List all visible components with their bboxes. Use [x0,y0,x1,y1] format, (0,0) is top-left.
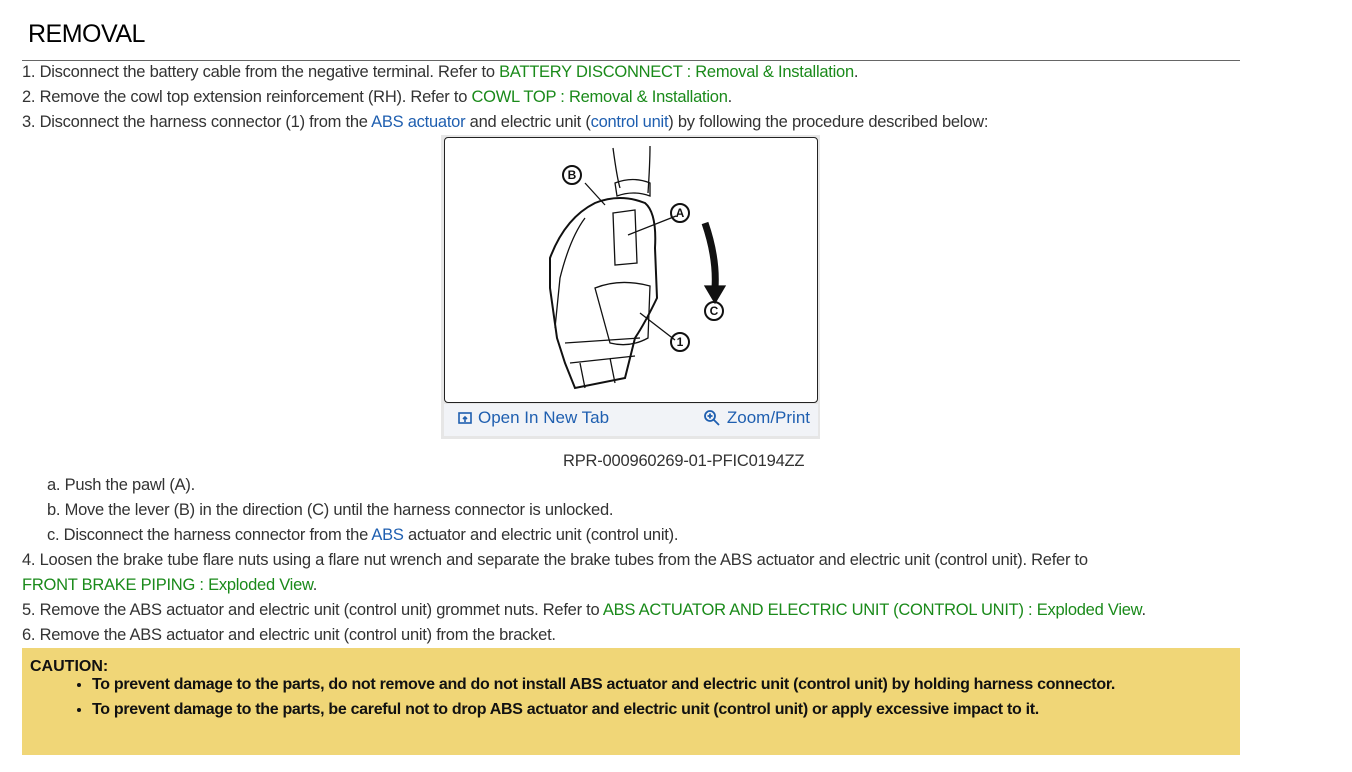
zoom-print-label: Zoom/Print [726,408,810,427]
step-3 [22,113,988,132]
caution-item: • To prevent damage to the parts, be careful not to drop ABS actuator and electric unit (control unit) or apply excessive impact to it. [92,697,1115,722]
step-text: and electric unit ( [465,113,591,131]
step-text: actuator and electric unit (control unit). [403,526,679,544]
control-unit-link[interactable]: control unit [590,113,669,131]
step-5 [22,601,1146,620]
step-2 [22,88,732,107]
step-end: . [853,63,859,81]
open-in-new-tab-button[interactable] [458,408,609,428]
abs-actuator-link[interactable]: ABS actuator [371,113,466,131]
label-1: 1 [676,335,684,349]
step-3c [47,526,678,545]
battery-disconnect-link[interactable]: BATTERY DISCONNECT : Removal & Installation [499,63,854,81]
step-1 [22,63,858,82]
step-3a: a. Push the pawl (A). [47,476,195,494]
label-a: A [675,206,685,220]
label-b: B [567,168,577,182]
caution-item: • To prevent damage to the parts, do not remove and do not install ABS actuator and electric unit (control unit) by holding harness connector. [92,672,1115,697]
step-text: 5. Remove the ABS actuator and electric unit (control unit) grommet nuts. Refer to [22,601,603,619]
open-tab-label: Open In New Tab [478,408,610,427]
step-end: . [1141,601,1146,619]
caution-list [72,672,1115,722]
step-6: 6. Remove the ABS actuator and electric unit (control unit) from the bracket. [22,626,556,644]
abs-link[interactable]: ABS [371,526,404,544]
open-tab-icon [458,411,472,425]
figure [441,135,820,439]
step-text: ) by following the procedure described below: [668,113,989,131]
figure-toolbar [444,404,818,436]
step-4-ref [22,576,317,595]
page-title: REMOVAL [28,20,145,48]
figure-caption: RPR-000960269-01-PFIC0194ZZ [563,452,805,470]
step-3b: b. Move the lever (B) in the direction (C) until the harness connector is unlocked. [47,501,614,519]
zoom-print-button[interactable] [703,408,810,428]
label-c: C [709,304,719,318]
step-text: c. Disconnect the harness connector from the [47,526,372,544]
caution-heading: CAUTION: [30,658,109,675]
step-end: . [312,576,318,594]
step-text: 1. Disconnect the battery cable from the negative terminal. Refer to [22,63,500,81]
zoom-icon [703,409,721,427]
connector-illustration[interactable] [444,137,818,403]
cowl-top-link[interactable]: COWL TOP : Removal & Installation [471,88,728,106]
step-text: 2. Remove the cowl top extension reinforcement (RH). Refer to [22,88,472,106]
step-text: 3. Disconnect the harness connector (1) from the [22,113,372,131]
divider [22,60,1240,61]
caution-box [22,648,1240,755]
step-4: 4. Loosen the brake tube flare nuts using a flare nut wrench and separate the brake tubes from the ABS actuator and electric unit (control unit). Refer to [22,551,1088,569]
front-brake-piping-link[interactable]: FRONT BRAKE PIPING : Exploded View [22,576,313,594]
abs-actuator-exploded-view-link[interactable]: ABS ACTUATOR AND ELECTRIC UNIT (CONTROL UNIT) : Exploded View [602,601,1142,619]
step-end: . [727,88,732,106]
